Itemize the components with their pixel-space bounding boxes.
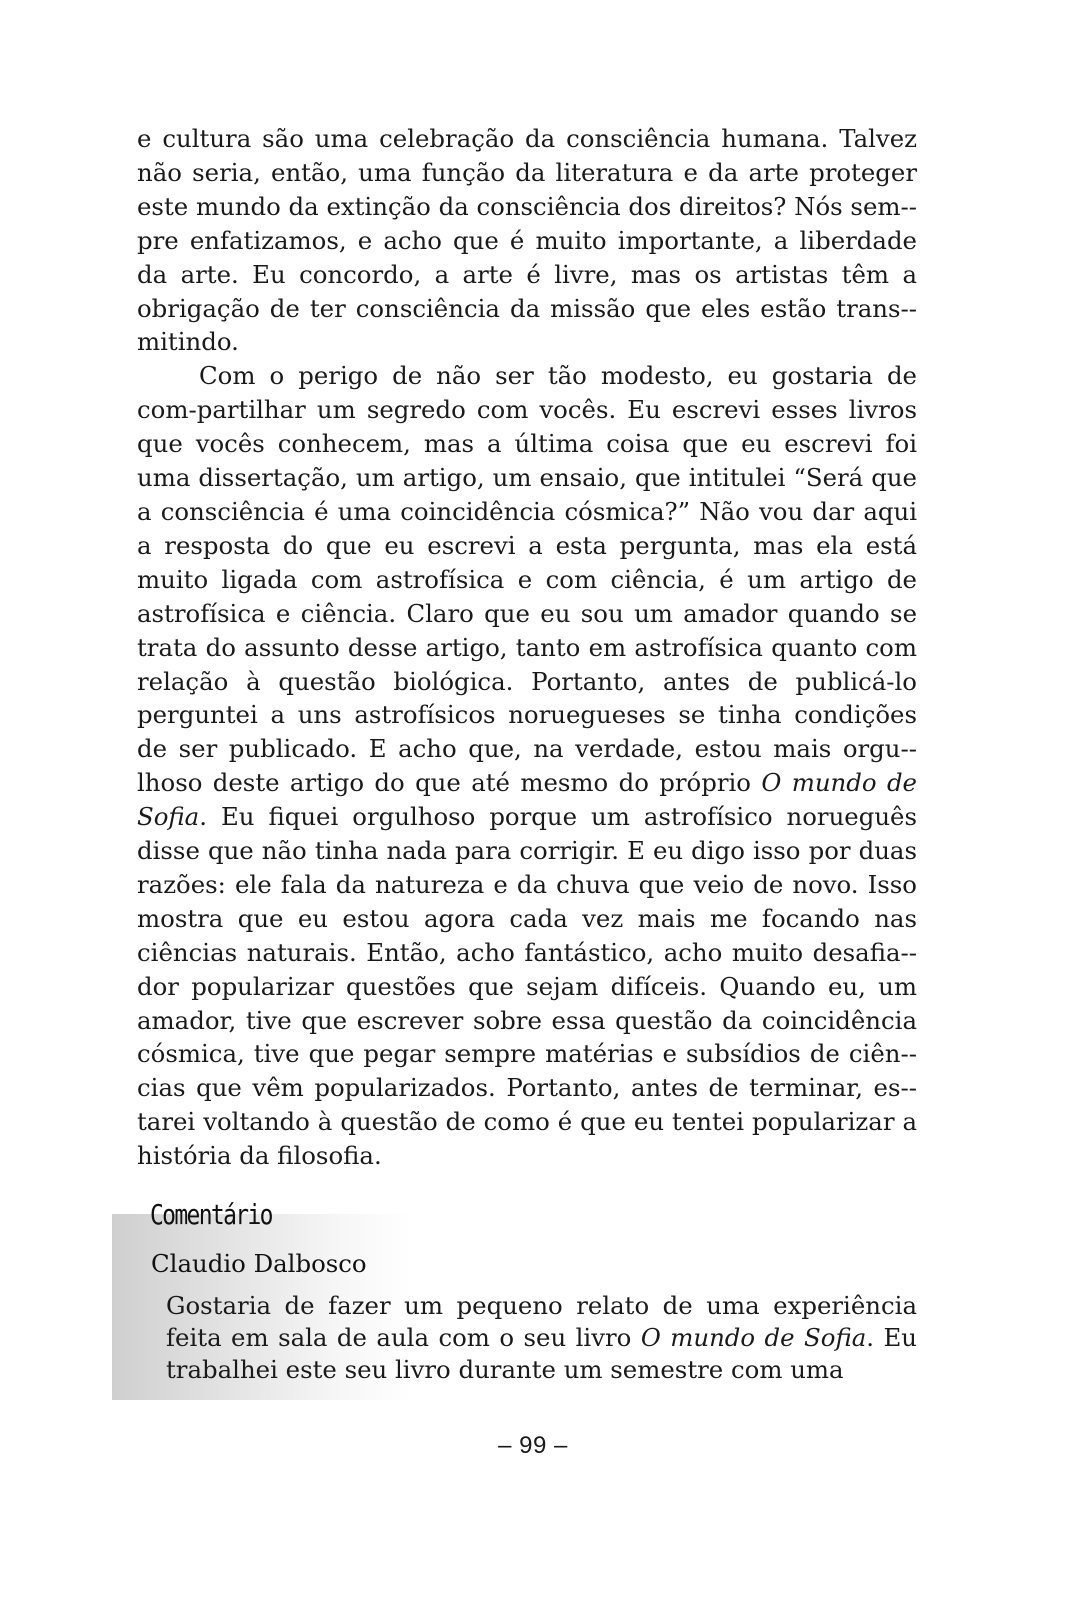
comment-author: Claudio Dalbosco [151, 1249, 367, 1278]
book-title: O mundo de Sofia [137, 768, 917, 832]
paragraph-text: e cultura são uma celebração da consciência humana. Talvez não seria, então, uma função da literatura e da arte proteger este mundo da extinção da consciência dos direitos? Nós sem-pre enfatizamos, e acho que é muito importante, a liberdade da arte. Eu concordo, a arte é livre, mas os artistas têm a obrigação de ter consciência da missão que eles estão trans-mitindo. [137, 124, 917, 357]
paragraph [137, 122, 917, 359]
paragraph-text: Com o perigo de não ser tão modesto, eu gostaria de com-partilhar um segredo com vocês. Eu escrevi esses livros que vocês conhecem, mas a última coisa que eu escrevi foi uma dissertação, um artigo, um ensaio, que intitulei “Será que a consciência é uma coincidência cósmica?” Não vou dar aqui a resposta do que eu escrevi a esta pergunta, mas ela está muito ligada com astrofísica e com ciência, é um artigo de astrofísica e ciência. Claro que eu sou um amador quando se trata do assunto desse artigo, tanto em astrofísica quanto com relação à questão biológica. Portanto, antes de publicá-lo perguntei a uns astrofísicos noruegueses se tinha condições de ser publicado. E acho que, na verdade, estou mais orgu-lhoso deste artigo do que até mesmo do próprio [137, 361, 917, 798]
main-text [137, 122, 917, 1173]
paragraph [166, 1290, 917, 1386]
comment-text [166, 1290, 917, 1386]
comment-heading: Comentário [150, 1198, 272, 1231]
book-title: O mundo de Sofia [640, 1323, 867, 1352]
paragraph-text: Gostaria de fazer um pequeno relato de uma experiência feita em sala de aula com o seu livro [166, 1291, 917, 1352]
page-number: – 99 – [498, 1432, 568, 1459]
paragraph-text: . Eu trabalhei este seu livro durante um semestre com uma [166, 1323, 917, 1384]
paragraph [137, 359, 917, 1173]
paragraph-text: . Eu fiquei orgulhoso porque um astrofísico norueguês disse que não tinha nada para corrigir. E eu digo isso por duas razões: ele fala da natureza e da chuva que veio de novo. Isso mostra que eu estou agora cada vez mais me focando nas ciências naturais. Então, acho fantástico, acho muito desafia-dor popularizar questões que sejam difíceis. Quando eu, um amador, tive que escrever sobre essa questão da coincidência cósmica, tive que pegar sempre matérias e subsídios de ciên-cias que vêm popularizados. Portanto, antes de terminar, es-tarei voltando à questão de como é que eu tentei popularizar a história da filosofia. [137, 802, 917, 1171]
